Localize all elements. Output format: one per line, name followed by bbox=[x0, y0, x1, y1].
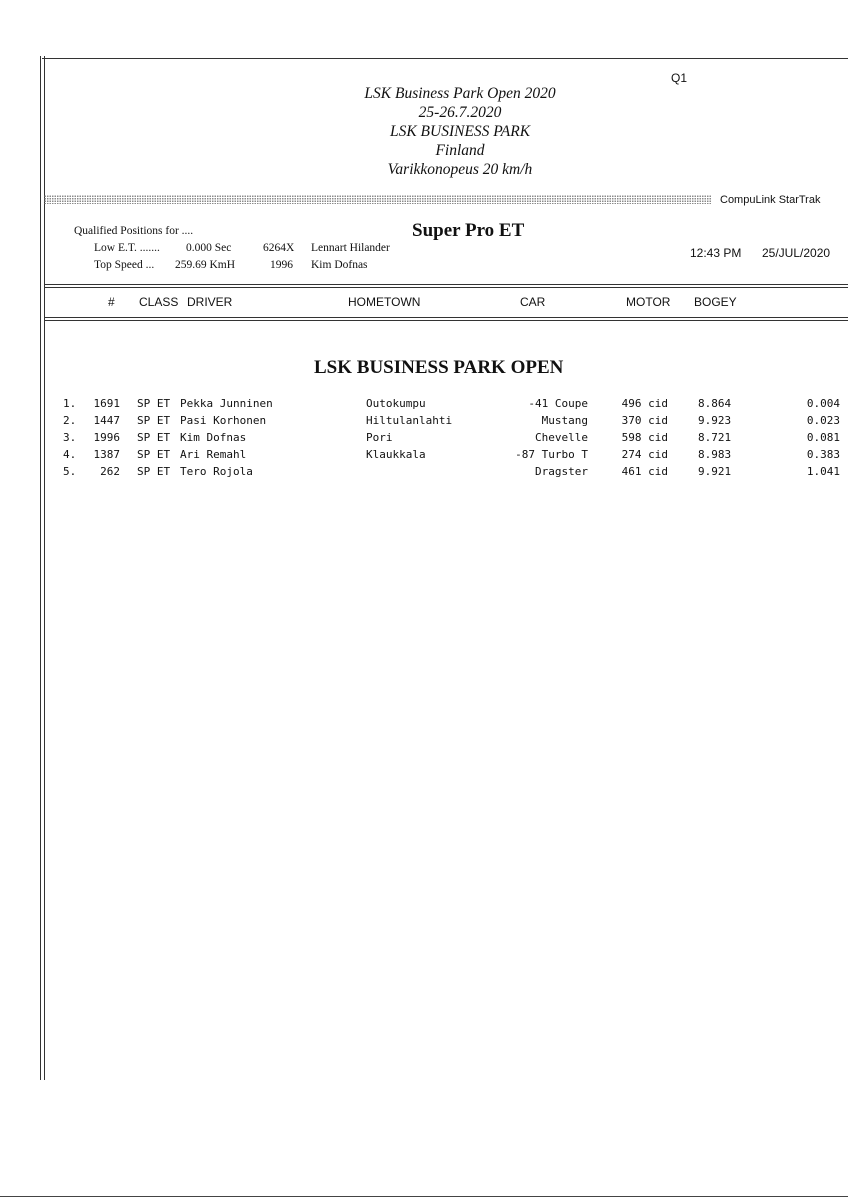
low-et-label: Low E.T. ....... bbox=[94, 242, 160, 254]
col-header-hometown: HOMETOWN bbox=[348, 295, 421, 309]
qualified-title: Qualified Positions for .... bbox=[74, 225, 194, 237]
result-class: SP ET bbox=[137, 431, 171, 444]
result-class: SP ET bbox=[137, 397, 171, 410]
header-rule-bottom bbox=[44, 317, 848, 318]
event-header bbox=[300, 84, 620, 179]
event-pit-speed: Varikkonopeus 20 km/h bbox=[387, 161, 533, 178]
top-speed-driver: Kim Dofnas bbox=[311, 259, 368, 271]
table-row bbox=[0, 397, 848, 414]
event-title: LSK Business Park Open 2020 bbox=[364, 85, 556, 102]
low-et-car: 6264X bbox=[263, 242, 295, 254]
result-car-number: 1447 bbox=[93, 414, 120, 427]
section-title: LSK BUSINESS PARK OPEN bbox=[314, 357, 564, 378]
result-position: 1. bbox=[63, 397, 77, 410]
result-bogey: 0.081 bbox=[806, 431, 840, 444]
result-hometown: Hiltulanlahti bbox=[366, 414, 453, 427]
result-car-number: 1691 bbox=[93, 397, 120, 410]
result-bogey: 1.041 bbox=[806, 465, 840, 478]
low-et-driver: Lennart Hilander bbox=[311, 242, 390, 254]
result-motor: 461 cid bbox=[621, 465, 668, 478]
result-hometown: Pori bbox=[366, 431, 393, 444]
table-row bbox=[0, 465, 848, 482]
result-motor: 370 cid bbox=[621, 414, 668, 427]
result-car-number: 1387 bbox=[93, 448, 120, 461]
result-car: Dragster bbox=[535, 465, 588, 478]
result-driver: Pekka Junninen bbox=[180, 397, 273, 410]
col-header-class: CLASS bbox=[139, 295, 179, 309]
result-class: SP ET bbox=[137, 414, 171, 427]
qualifying-round-label: Q1 bbox=[671, 71, 688, 85]
result-bogey: 0.004 bbox=[806, 397, 840, 410]
result-car: -87 Turbo T bbox=[515, 448, 588, 461]
low-et-value: 0.000 Sec bbox=[186, 242, 232, 254]
col-header-car: CAR bbox=[520, 295, 546, 309]
header-rule-top-2 bbox=[44, 287, 848, 288]
result-motor: 274 cid bbox=[621, 448, 668, 461]
dotted-divider bbox=[44, 195, 712, 204]
table-row bbox=[0, 448, 848, 465]
result-hometown: Klaukkala bbox=[366, 448, 426, 461]
event-country: Finland bbox=[435, 142, 485, 159]
result-car: -41 Coupe bbox=[528, 397, 588, 410]
result-et: 8.721 bbox=[698, 431, 732, 444]
page-frame-top bbox=[42, 58, 848, 59]
report-date: 25/JUL/2020 bbox=[762, 246, 831, 260]
result-position: 5. bbox=[63, 465, 77, 478]
result-et: 9.923 bbox=[698, 414, 732, 427]
results-table bbox=[0, 397, 848, 482]
header-rule-bottom-2 bbox=[44, 320, 848, 321]
col-header-num: # bbox=[108, 295, 115, 309]
result-car-number: 1996 bbox=[93, 431, 120, 444]
table-row bbox=[0, 414, 848, 431]
result-driver: Ari Remahl bbox=[180, 448, 247, 461]
result-position: 3. bbox=[63, 431, 77, 444]
result-car: Chevelle bbox=[535, 431, 588, 444]
page-frame-left-inner bbox=[44, 56, 45, 1080]
top-speed-value: 259.69 KmH bbox=[175, 259, 236, 271]
col-header-bogey: BOGEY bbox=[694, 295, 737, 309]
result-position: 4. bbox=[63, 448, 77, 461]
table-row bbox=[0, 431, 848, 448]
result-et: 9.921 bbox=[698, 465, 732, 478]
result-driver: Pasi Korhonen bbox=[180, 414, 267, 427]
col-header-driver: DRIVER bbox=[187, 295, 233, 309]
result-car: Mustang bbox=[541, 414, 588, 427]
event-dates: 25-26.7.2020 bbox=[418, 104, 502, 121]
result-driver: Tero Rojola bbox=[180, 465, 253, 478]
result-hometown: Outokumpu bbox=[366, 397, 426, 410]
result-bogey: 0.383 bbox=[806, 448, 840, 461]
col-header-motor: MOTOR bbox=[626, 295, 671, 309]
header-rule-top bbox=[44, 284, 848, 285]
result-motor: 496 cid bbox=[621, 397, 668, 410]
result-et: 8.864 bbox=[698, 397, 732, 410]
result-class: SP ET bbox=[137, 465, 171, 478]
page-bottom-rule bbox=[0, 1196, 848, 1197]
result-et: 8.983 bbox=[698, 448, 732, 461]
result-car-number: 262 bbox=[100, 465, 120, 478]
result-bogey: 0.023 bbox=[806, 414, 840, 427]
result-class: SP ET bbox=[137, 448, 171, 461]
result-motor: 598 cid bbox=[621, 431, 668, 444]
event-venue: LSK BUSINESS PARK bbox=[389, 123, 531, 140]
top-speed-label: Top Speed ... bbox=[94, 259, 155, 271]
result-driver: Kim Dofnas bbox=[180, 431, 247, 444]
result-position: 2. bbox=[63, 414, 77, 427]
report-time: 12:43 PM bbox=[690, 246, 742, 260]
top-speed-car: 1996 bbox=[270, 259, 293, 271]
class-title: Super Pro ET bbox=[412, 220, 525, 241]
software-brand: CompuLink StarTrak bbox=[720, 194, 821, 206]
page-frame-left bbox=[40, 56, 41, 1080]
